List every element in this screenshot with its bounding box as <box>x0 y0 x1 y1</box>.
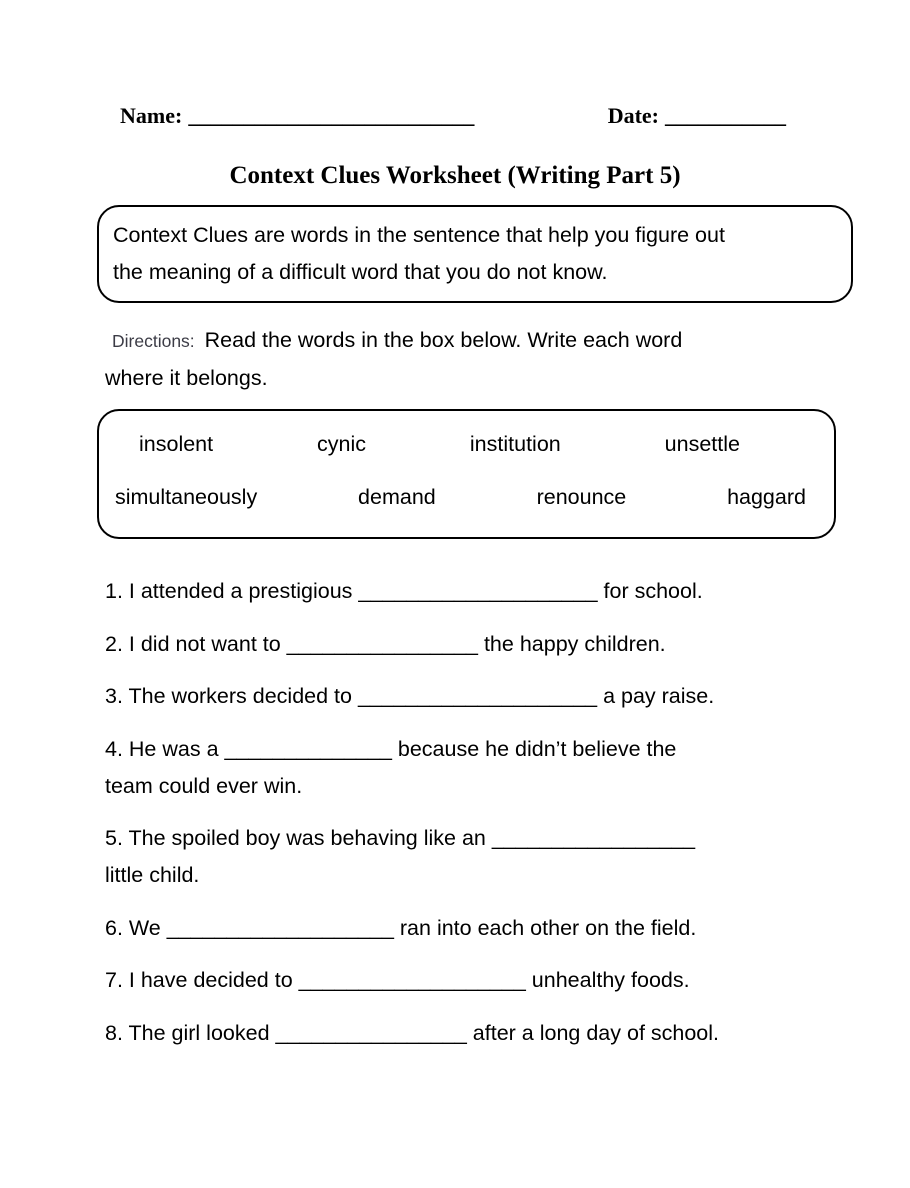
question-6 <box>105 910 835 947</box>
definition-text-line-2: the meaning of a difficult word that you do not know. <box>113 260 608 284</box>
question-5 <box>105 820 835 894</box>
worksheet-title: Context Clues Worksheet (Writing Part 5) <box>229 162 681 189</box>
word-bank-row-1 <box>99 411 834 461</box>
question-text: little child. <box>105 863 200 887</box>
word-bank-item: cynic <box>317 432 366 456</box>
word-bank-item: insolent <box>139 432 214 456</box>
question-4 <box>105 731 835 805</box>
word-bank-item: haggard <box>727 485 806 509</box>
question-text: 1. I attended a prestigious ____________________ for school. <box>105 579 703 603</box>
date-blank-line: ___________ <box>665 103 786 128</box>
question-text: 3. The workers decided to ____________________ a pay raise. <box>105 684 715 708</box>
word-bank-item: institution <box>469 432 561 456</box>
question-text: 7. I have decided to ___________________ unhealthy foods. <box>105 968 690 992</box>
name-label: Name: <box>120 103 183 128</box>
question-text: 5. The spoiled boy was behaving like an _________________ <box>105 826 696 850</box>
word-bank-item: renounce <box>536 485 627 509</box>
directions-line-1 <box>105 322 825 360</box>
name-field <box>120 103 474 129</box>
question-text: 8. The girl looked ________________ after a long day of school. <box>105 1020 720 1045</box>
date-label: Date: <box>607 103 659 128</box>
question-2 <box>105 626 835 663</box>
definition-text-line-1: Context Clues are words in the sentence that help you figure out <box>113 223 725 247</box>
word-bank-box <box>97 409 836 539</box>
question-text: 4. He was a ______________ because he didn’t believe the <box>105 736 677 761</box>
question-text: 2. I did not want to ________________ the happy children. <box>105 631 666 656</box>
question-text: 6. We ___________________ ran into each other on the field. <box>105 915 697 940</box>
directions-label: Directions: <box>112 331 195 351</box>
directions <box>105 322 825 397</box>
definition-box <box>97 205 853 303</box>
word-bank-item: simultaneously <box>115 485 258 509</box>
directions-line-2: where it belongs. <box>105 366 268 390</box>
word-bank-item: demand <box>358 485 436 509</box>
questions-list <box>105 573 835 1067</box>
question-text: team could ever win. <box>105 773 303 798</box>
word-bank-row-2 <box>99 480 834 514</box>
question-3 <box>105 678 835 715</box>
question-7 <box>105 962 835 999</box>
name-date-row <box>120 103 786 129</box>
question-1 <box>105 573 835 610</box>
date-field <box>608 103 786 129</box>
question-8 <box>105 1015 835 1052</box>
word-bank-item: unsettle <box>664 432 740 456</box>
directions-text: Read the words in the box below. Write each word <box>204 328 683 352</box>
name-blank-line: __________________________ <box>188 103 475 128</box>
